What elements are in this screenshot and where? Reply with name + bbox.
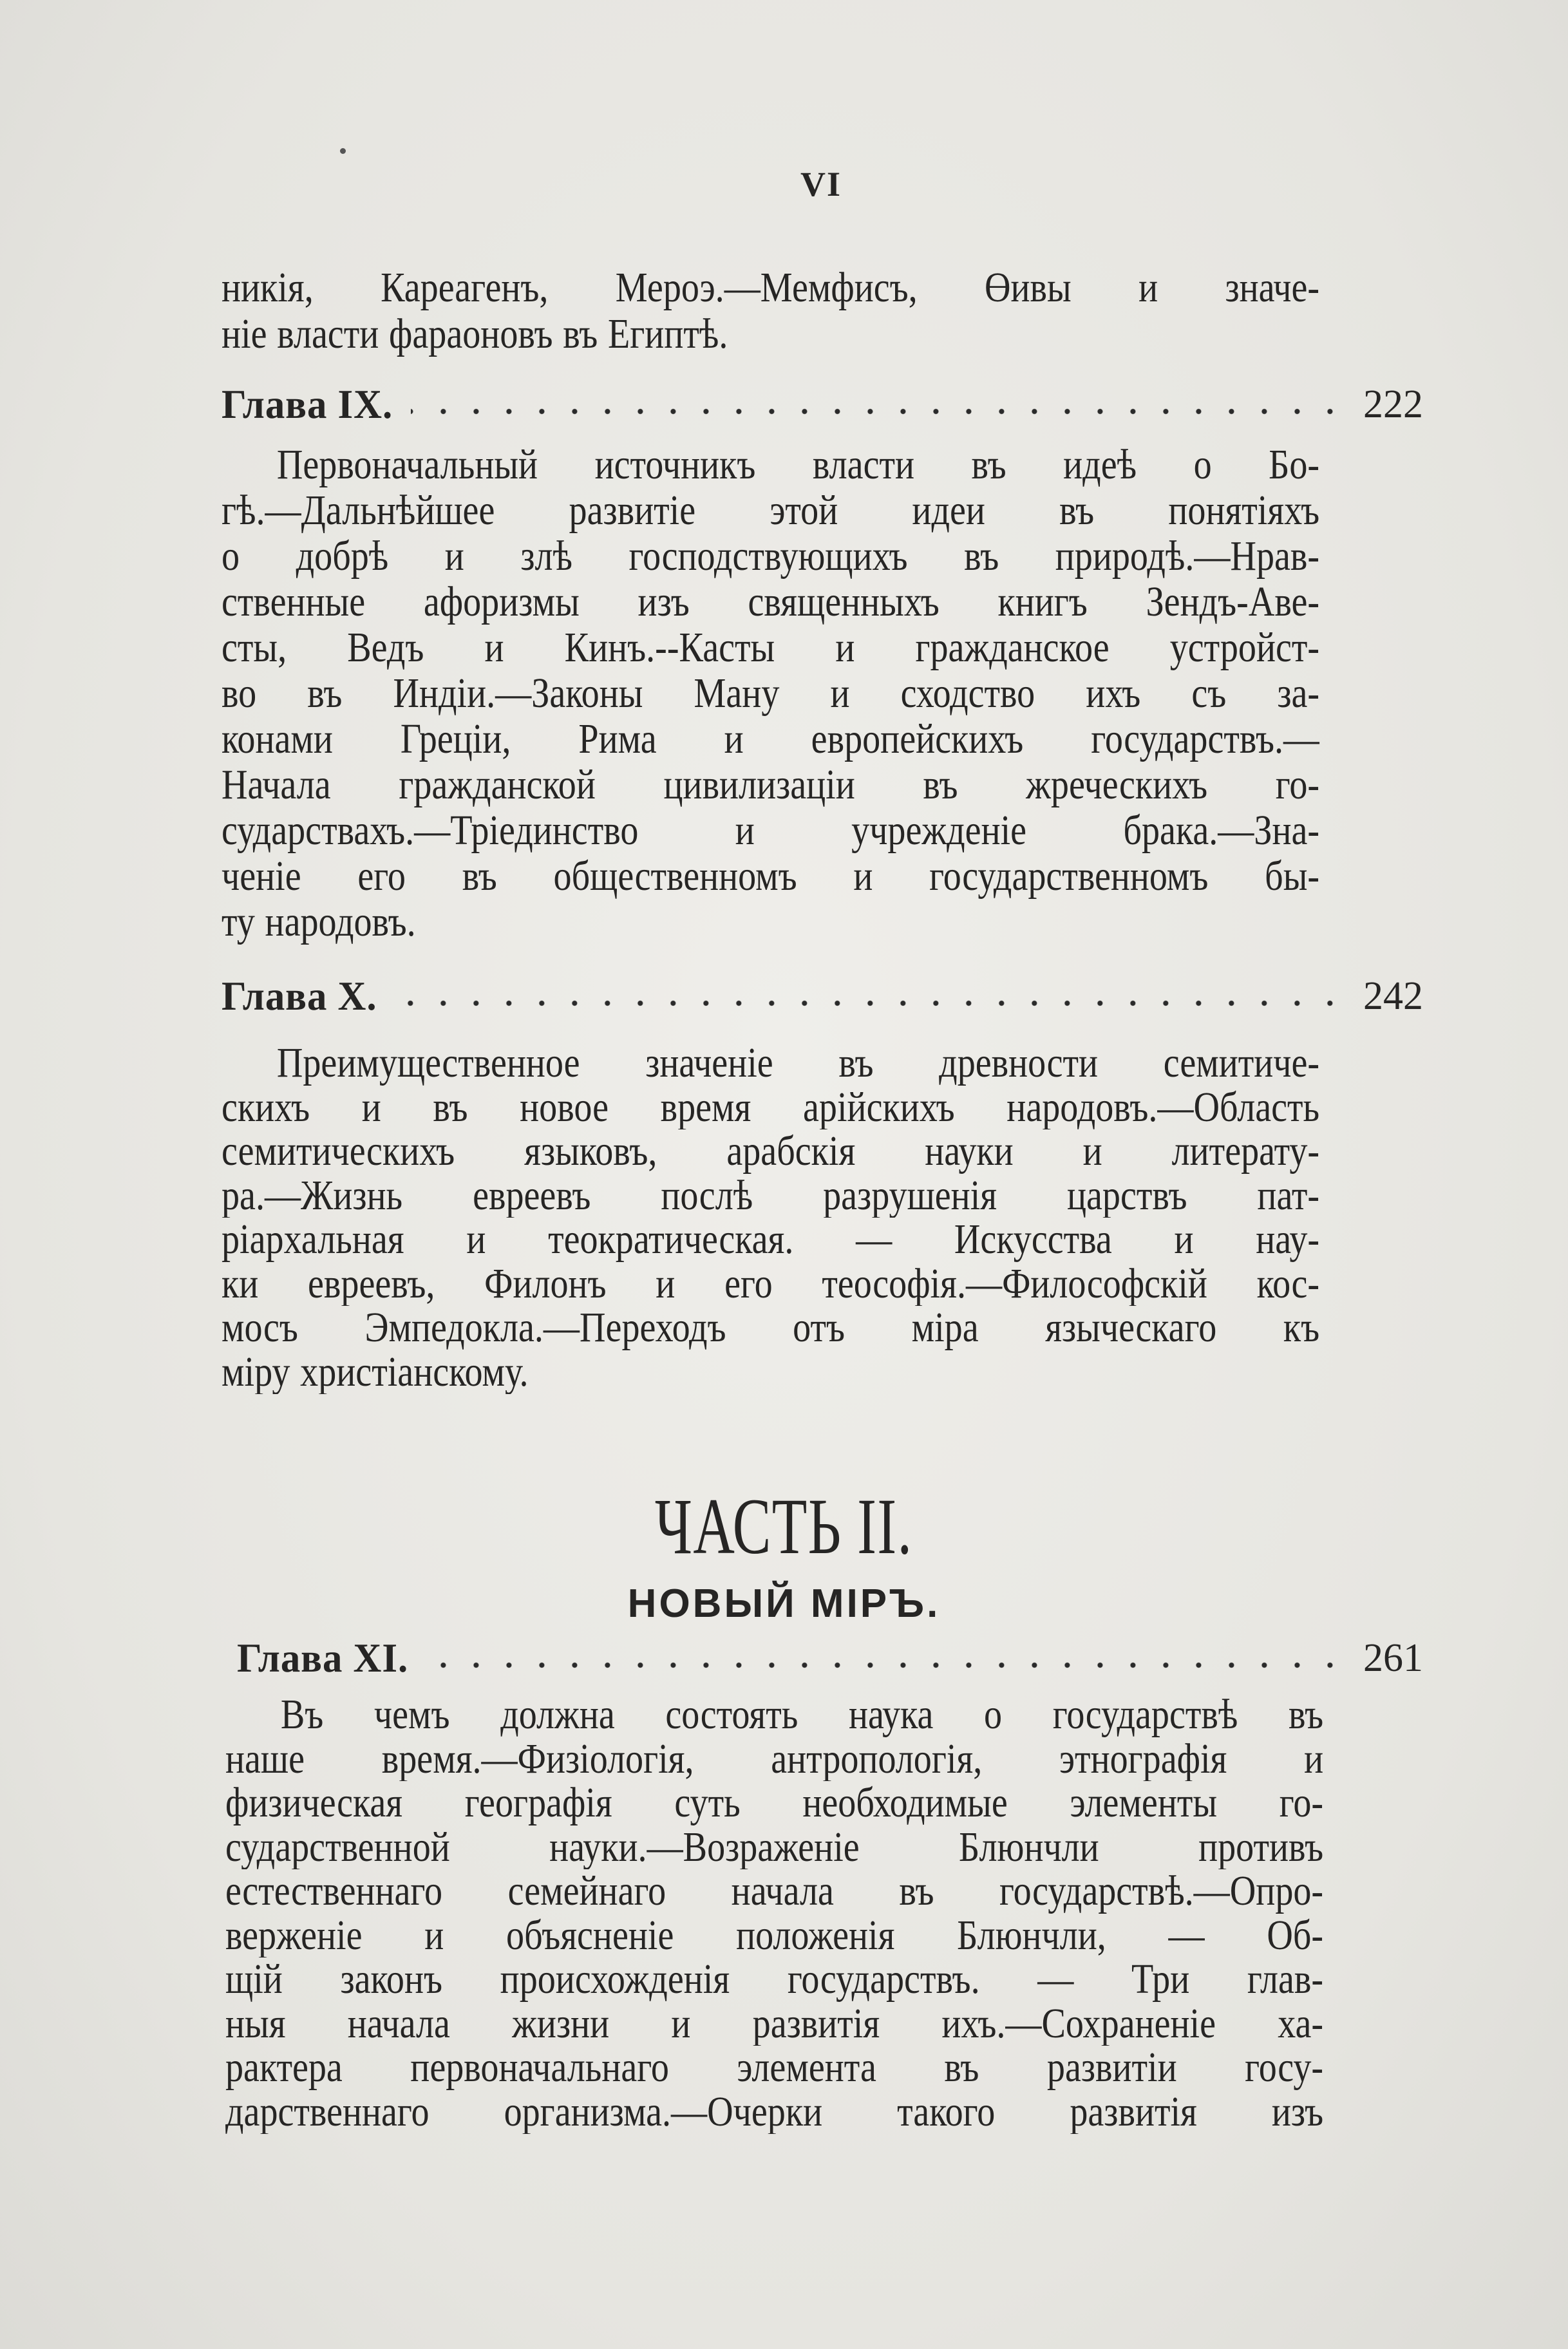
chapter-label: Глава XI. <box>237 1635 409 1681</box>
text-line: ныя начала жизни и развитія ихъ.—Сохраненіе ха- <box>225 2001 1324 2046</box>
text-line: во въ Индіи.—Законы Ману и сходство ихъ съ за- <box>222 670 1320 716</box>
text-line: естественнаго семейнаго начала въ государствѣ.—Опро- <box>225 1869 1324 1914</box>
text-line: ченіе его въ общественномъ и государственномъ бы- <box>222 853 1320 899</box>
chapter-heading-11 <box>237 1632 1423 1684</box>
paper-speck <box>340 148 346 154</box>
dot-leader <box>394 997 1346 1010</box>
text-line: гѣ.—Дальнѣйшее развитіе этой идеи въ понятіяхъ <box>222 487 1320 533</box>
intro-paragraph <box>222 265 1319 357</box>
text-line: щій законъ происхожденія государствъ. — Три глав- <box>225 1958 1324 2002</box>
page-number: VI <box>800 165 842 203</box>
text-line: Начала гражданской цивилизаціи въ жреческихъ го- <box>222 762 1320 807</box>
text-line: никія, Кареагенъ, Мероэ.—Мемфисъ, Өивы и значе- <box>222 265 1320 311</box>
part-title <box>0 1481 1568 1572</box>
text-line: рактера первоначальнаго элемента въ развитіи госу- <box>225 2046 1324 2090</box>
text-line: скихъ и въ новое время арійскихъ народовъ.—Область <box>222 1085 1320 1129</box>
text-line: семитическихъ языковъ, арабскія науки и литерату- <box>222 1129 1320 1174</box>
chapter-heading-9 <box>222 379 1423 430</box>
text-line: ту народовъ. <box>222 899 416 945</box>
text-line: міру христіанскому. <box>222 1350 529 1394</box>
chapter-10-summary <box>222 1041 1319 1394</box>
dot-leader <box>426 1659 1346 1672</box>
text-line: сты, Ведъ и Кинъ.--Касты и гражданское устройст- <box>222 625 1320 670</box>
chapter-label: Глава X. <box>222 973 377 1019</box>
dot-leader <box>411 405 1346 418</box>
chapter-heading-10 <box>222 970 1423 1022</box>
text-line: ніе власти фараоновъ въ Египтѣ. <box>222 311 728 357</box>
text-line: физическая географія суть необходимые элементы го- <box>225 1781 1324 1825</box>
text-line: ственные афоризмы изъ священныхъ книгъ Зендъ-Аве- <box>222 579 1320 625</box>
part-title-text: ЧАСТЬ II. <box>655 1482 913 1571</box>
chapter-page-number: 222 <box>1363 382 1423 426</box>
text-line: мосъ Эмпедокла.—Переходъ отъ міра языческаго къ <box>222 1306 1320 1350</box>
text-line: о добрѣ и злѣ господствующихъ въ природѣ.—Нрав- <box>222 533 1320 579</box>
text-line: сударствахъ.—Тріединство и учрежденіе брака.—Зна- <box>222 807 1320 853</box>
text-line: ки евреевъ, Филонъ и его теософія.—Философскій кос- <box>222 1261 1320 1306</box>
text-line: верженіе и объясненіе положенія Блюнчли, — Об- <box>225 1913 1324 1958</box>
text-line: ріархальная и теократическая. — Искусства и нау- <box>222 1218 1320 1262</box>
chapter-label: Глава IX. <box>222 381 393 427</box>
text-line: сударственной науки.—Возраженіе Блюнчли противъ <box>225 1825 1324 1869</box>
chapter-11-summary <box>225 1693 1323 2134</box>
text-line: Первоначальный источникъ власти въ идеѣ о Бо- <box>276 442 1320 487</box>
part-subtitle: НОВЫЙ МІРЪ. <box>627 1581 941 1626</box>
text-line: наше время.—Физіологія, антропологія, этнографія и <box>225 1737 1324 1781</box>
chapter-page-number: 242 <box>1363 974 1423 1018</box>
text-line: дарственнаго организма.—Очерки такого развитія изъ <box>225 2090 1324 2134</box>
text-line: конами Греціи, Рима и европейскихъ государствъ.— <box>222 716 1320 762</box>
chapter-9-summary <box>222 442 1319 945</box>
chapter-page-number: 261 <box>1363 1636 1423 1680</box>
text-line: ра.—Жизнь евреевъ послѣ разрушенія царствъ пат- <box>222 1173 1320 1218</box>
text-line: Въ чемъ должна состоять наука о государствѣ въ <box>280 1693 1324 1737</box>
text-line: Преимущественное значеніе въ древности семитиче- <box>276 1041 1320 1086</box>
